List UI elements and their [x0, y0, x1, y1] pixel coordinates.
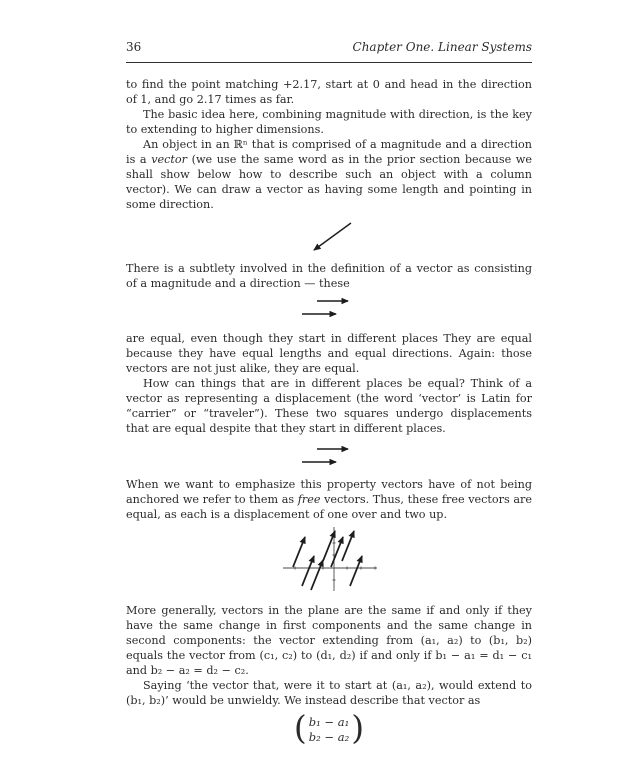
paragraph-vector-definition — [126, 137, 532, 212]
text-segment: vectors. Thus, these free vectors are equal, as each is a displacement of one over and two up. — [126, 493, 532, 521]
vector-entry-2: b₂ − a₂ — [308, 729, 350, 744]
vector-entry-1: b₁ − a₁ — [308, 715, 350, 729]
text-segment: An object in an ℝⁿ that is comprised of a magnitude and a direction is a — [126, 138, 532, 166]
vector-arrow — [331, 537, 343, 567]
column-vector-formula — [126, 708, 532, 747]
two-right-arrows-icon — [300, 294, 358, 322]
figure-equal-vectors-1 — [126, 294, 532, 322]
paragraph-displacement: How can things that are in different places be equal? Think of a vector as representing a displacement (the word ‘vector’ is Latin for “carrier” or “traveler”). These two squares undergo displacements that are equal despite that they start in different places. — [126, 377, 532, 435]
vector-arrow — [350, 556, 362, 586]
down-left-arrow-icon — [301, 219, 357, 255]
italic-word-free: free — [297, 493, 321, 506]
two-right-arrows-icon — [300, 442, 358, 470]
paragraph-are-equal: are equal, even though they start in different places They are equal because they have equal lengths and equal directions. Again: those vectors are not just alike, they are equal. — [126, 332, 532, 375]
text-segment: When we want to emphasize this property vectors have of not being anchored we refer to them as — [126, 478, 532, 506]
text-segment: (we use the same word as in the prior section because we shall show below how to describe such an object with a column vector). We can draw a vector as having some length and pointing in some direction. — [126, 153, 532, 211]
italic-word-vector: vector — [151, 153, 187, 166]
textbook-page — [126, 0, 532, 746]
open-paren: ( — [293, 708, 307, 747]
vector-arrow — [323, 531, 335, 561]
paragraph-subtlety: There is a subtlety involved in the definition of a vector as consisting of a magnitude and a direction — these — [126, 262, 532, 290]
page-header — [126, 0, 532, 63]
vector-arrow — [293, 537, 305, 567]
page-number: 36 — [126, 40, 142, 54]
figure-free-vectors-plane — [126, 524, 532, 594]
close-paren: ) — [351, 708, 365, 747]
paragraph-free-vectors — [126, 477, 532, 522]
vector-arrow — [311, 560, 323, 590]
figure-equal-vectors-2 — [126, 442, 532, 470]
coordinate-plane-vectors-icon — [277, 524, 381, 594]
vector-arrow — [302, 556, 314, 586]
paragraph-basic-idea: The basic idea here, combining magnitude with direction, is the key to extending to higher dimensions. — [126, 108, 532, 136]
paragraph-more-generally: More generally, vectors in the plane are the same if and only if they have the same change in first components and the same change in second components: the vector extending from (a₁, a₂) to (b₁, b₂) equals the vector from (c₁, c₂) to (d₁, d₂) if and only if b₁ − a₁ = d₁ − c₁ and b₂ − a₂ = d₂ − c₂. — [126, 604, 532, 677]
vector-entries — [307, 715, 351, 744]
vector-arrow — [342, 531, 354, 561]
chapter-title: Chapter One. Linear Systems — [352, 40, 532, 54]
paragraph-saying: Saying ‘the vector that, were it to start at (a₁, a₂), would extend to (b₁, b₂)’ would be unwieldy. We instead describe that vector as — [126, 679, 532, 707]
figure-vector-arrow — [126, 219, 532, 255]
paragraph-point-matching: to find the point matching +2.17, start at 0 and head in the direction of 1, and go 2.17 times as far. — [126, 78, 532, 106]
